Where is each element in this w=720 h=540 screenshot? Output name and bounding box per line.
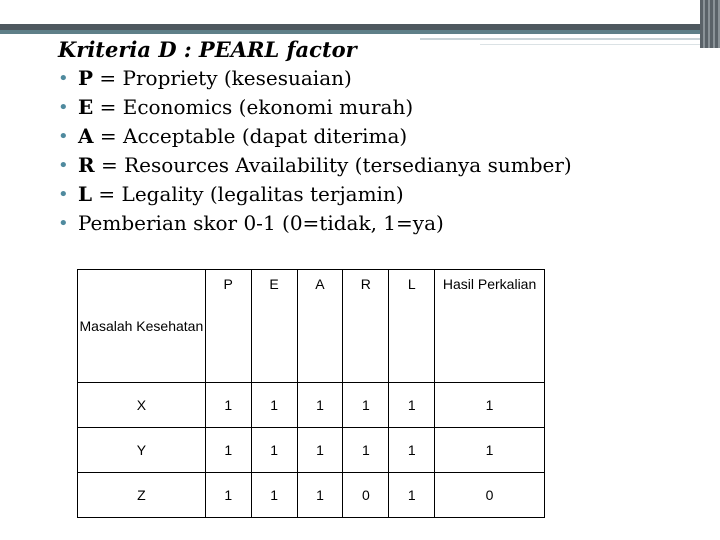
corner-decor [700,0,720,48]
criteria-text: Propriety (kesesuaian) [122,66,352,90]
criteria-item-a [58,122,658,151]
criteria-list [58,64,658,238]
cell-r: 1 [343,383,389,428]
cell-hasil: 1 [435,428,545,473]
criteria-text: Economics (ekonomi murah) [122,95,414,119]
cell-masalah: Z [78,473,206,518]
header-p: P [205,270,251,383]
criteria-sep: = [94,153,125,177]
top-accent-bar [0,30,720,34]
header-l: L [389,270,435,383]
cell-e: 1 [251,383,297,428]
criteria-key: R [78,153,95,177]
header-a: A [297,270,343,383]
bullet-icon: • [58,213,69,234]
top-margin [0,0,720,24]
cell-masalah: Y [78,428,206,473]
header-masalah: Masalah Kesehatan [78,270,206,383]
cell-hasil: 0 [435,473,545,518]
criteria-item-scoring [58,209,658,238]
criteria-sep: = [93,95,123,119]
pearl-table [77,269,545,518]
cell-p: 1 [205,473,251,518]
cell-hasil: 1 [435,383,545,428]
cell-e: 1 [251,428,297,473]
criteria-text: Resources Availability (tersedianya sumber) [124,153,572,177]
cell-p: 1 [205,383,251,428]
table-row [78,383,545,428]
header-r: R [343,270,389,383]
header-e: E [251,270,297,383]
slide-content [58,36,658,238]
cell-a: 1 [297,428,343,473]
table-header-row [78,270,545,383]
criteria-sep: = [92,182,122,206]
criteria-item-r [58,151,658,180]
bullet-icon: • [58,97,69,118]
bullet-icon: • [58,184,69,205]
criteria-sep: = [93,124,124,148]
bullet-icon: • [58,126,69,147]
cell-l: 1 [389,428,435,473]
cell-e: 1 [251,473,297,518]
header-hasil: Hasil Perkalian [435,270,545,383]
bullet-icon: • [58,68,69,89]
criteria-text: Legality (legalitas terjamin) [121,182,404,206]
criteria-key: E [78,95,94,119]
cell-r: 1 [343,428,389,473]
slide-heading: Kriteria D : PEARL factor [58,37,357,62]
cell-l: 1 [389,473,435,518]
criteria-key: L [78,182,93,206]
criteria-key: P [78,66,94,90]
cell-p: 1 [205,428,251,473]
cell-a: 1 [297,383,343,428]
table-row [78,428,545,473]
cell-r: 0 [343,473,389,518]
criteria-text: Pemberian skor 0-1 (0=tidak, 1=ya) [78,211,444,235]
cell-a: 1 [297,473,343,518]
bullet-icon: • [58,155,69,176]
cell-masalah: X [78,383,206,428]
criteria-text: Acceptable (dapat diterima) [123,124,408,148]
criteria-item-p [58,64,658,93]
table-row [78,473,545,518]
criteria-item-e [58,93,658,122]
criteria-sep: = [93,66,123,90]
criteria-key: A [78,124,94,148]
cell-l: 1 [389,383,435,428]
criteria-item-l [58,180,658,209]
